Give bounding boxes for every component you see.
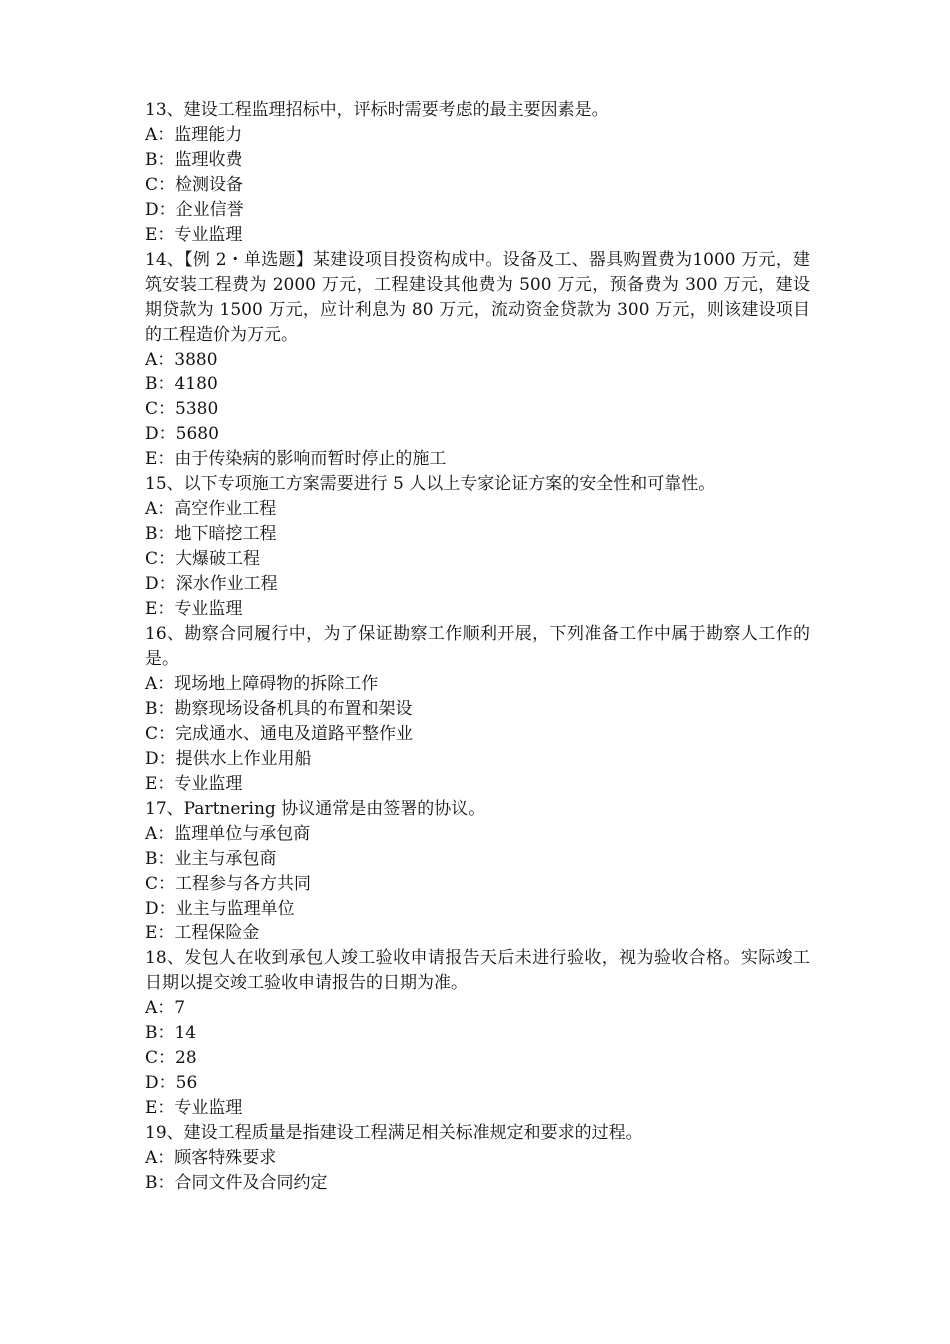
option-c: C：5380 — [145, 399, 219, 420]
option-c: C：工程参与各方共同 — [145, 873, 312, 894]
question-text: 18、发包人在收到承包人竣工验收申请报告天后未进行验收，视为验收合格。实际竣工日期以提交竣工验收申请报告的日期为准。 — [145, 948, 810, 994]
option-b: B：4180 — [145, 374, 218, 395]
question-18 — [145, 946, 810, 1121]
option-list — [145, 1146, 810, 1196]
option-list — [145, 497, 810, 622]
option-b: B：监理收费 — [145, 149, 243, 170]
option-d: D：企业信誉 — [145, 199, 244, 220]
option-b: B：业主与承包商 — [145, 848, 277, 869]
option-a: A：7 — [145, 998, 186, 1019]
option-list — [145, 822, 810, 947]
question-16 — [145, 622, 810, 797]
option-a: A：3880 — [145, 349, 218, 370]
option-e: E：专业监理 — [145, 224, 243, 245]
question-15 — [145, 472, 810, 622]
option-a: A：现场地上障碍物的拆除工作 — [145, 673, 379, 694]
question-text: 13、建设工程监理招标中，评标时需要考虑的最主要因素是。 — [145, 100, 609, 120]
question-14 — [145, 248, 810, 473]
option-b: B：合同文件及合同约定 — [145, 1172, 328, 1193]
question-text: 15、以下专项施工方案需要进行 5 人以上专家论证方案的安全性和可靠性。 — [145, 474, 716, 495]
option-a: A：监理能力 — [145, 124, 243, 145]
option-list — [145, 123, 810, 248]
option-a: A：监理单位与承包商 — [145, 823, 311, 844]
question-13 — [145, 98, 810, 248]
question-text: 14、【例 2・单选题】某建设项目投资构成中。设备及工、器具购置费为1000 万元，建筑安装工程费为 2000 万元，工程建设其他费为 500 万元，预备费为 300 万元，建设期贷款为 1500 万元，应计利息为 80 万元，流动资金贷款为 300 万元，则该建设项目的工程造价为万元。 — [145, 249, 810, 345]
question-19 — [145, 1121, 810, 1196]
option-c: C：28 — [145, 1048, 197, 1069]
option-list — [145, 348, 810, 473]
option-d: D：深水作业工程 — [145, 574, 278, 595]
question-text: 19、建设工程质量是指建设工程满足相关标准规定和要求的过程。 — [145, 1123, 643, 1144]
option-a: A：顾客特殊要求 — [145, 1148, 277, 1169]
option-d: D：业主与监理单位 — [145, 898, 295, 919]
option-c: C：完成通水、通电及道路平整作业 — [145, 723, 414, 744]
option-b: B：地下暗挖工程 — [145, 524, 277, 545]
option-d: D：提供水上作业用船 — [145, 748, 312, 769]
option-list — [145, 996, 810, 1121]
question-text: 17、Partnering 协议通常是由签署的协议。 — [145, 798, 486, 819]
option-e: E：专业监理 — [145, 1098, 243, 1119]
option-e: E：专业监理 — [145, 599, 243, 620]
option-e: E：专业监理 — [145, 773, 243, 794]
document-page — [145, 98, 810, 1196]
option-d: D：5680 — [145, 424, 219, 445]
option-d: D：56 — [145, 1073, 198, 1094]
option-e: E：由于传染病的影响而暂时停止的施工 — [145, 449, 447, 470]
option-b: B：勘察现场设备机具的布置和架设 — [145, 698, 413, 719]
option-e: E：工程保险金 — [145, 923, 260, 944]
option-c: C：大爆破工程 — [145, 549, 261, 570]
option-a: A：高空作业工程 — [145, 499, 277, 520]
question-text: 16、勘察合同履行中，为了保证勘察工作顺利开展，下列准备工作中属于勘察人工作的是。 — [145, 624, 810, 669]
question-17 — [145, 797, 810, 947]
option-list — [145, 672, 810, 797]
option-b: B：14 — [145, 1023, 197, 1044]
option-c: C：检测设备 — [145, 174, 244, 195]
